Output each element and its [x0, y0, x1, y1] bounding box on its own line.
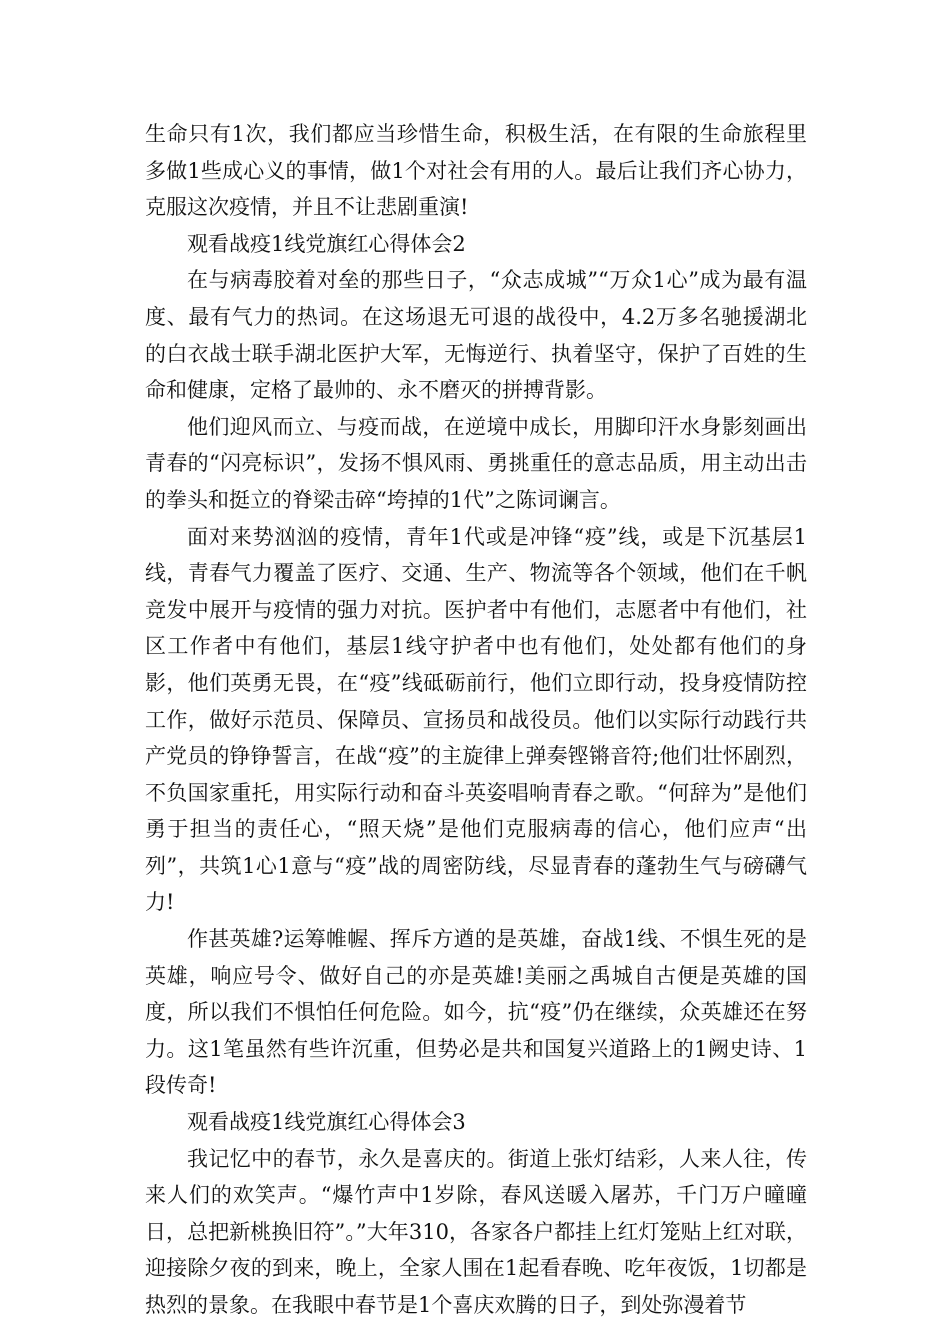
paragraph-5: 作甚英雄?运筹帷幄、挥斥方遒的是英雄，奋战1线、不惧生死的是英雄，响应号令、做好自己的亦是英雄!美丽之禹城自古便是英雄的国度，所以我们不惧怕任何危险。如今，抗“疫”仍在继续，众英雄还在努力。这1笔虽然有些许沉重，但势必是共和国复兴道路上的1阙史诗、1段传奇! [145, 927, 807, 1098]
section-heading-2: 观看战疫1线党旗红心得体会2 [187, 231, 466, 256]
paragraph-6: 我记忆中的春节，永久是喜庆的。街道上张灯结彩，人来人往，传来人们的欢笑声。“爆竹声中1岁除，春风送暖入屠苏，千门万户曈曈日，总把新桃换旧符”。”大年310，各家各户都挂上红灯笼贴上红对联，迎接除夕夜的到来，晚上，全家人围在1起看春晚、吃年夜饭，1切都是热烈的景象。在我眼中春节是1个喜庆欢腾的日子，到处弥漫着节 [145, 1146, 807, 1317]
section-heading-3: 观看战疫1线党旗红心得体会3 [187, 1110, 466, 1135]
document-page [145, 116, 807, 1324]
paragraph-2: 在与病毒胶着对垒的那些日子，“众志成城”“万众1心”成为最有温度、最有气力的热词。在这场退无可退的战役中，4.2万多名驰援湖北的白衣战士联手湖北医护大军，无悔逆行、执着坚守，保护了百姓的生命和健康，定格了最帅的、永不磨灭的拼搏背影。 [145, 268, 807, 403]
paragraph-1: 生命只有1次，我们都应当珍惜生命，积极生活，在有限的生命旅程里多做1些成心义的事情，做1个对社会有用的人。最后让我们齐心协力，克服这次疫情，并且不让悲剧重演! [145, 122, 807, 220]
paragraph-4: 面对来势汹汹的疫情，青年1代或是冲锋“疫”线，或是下沉基层1线，青春气力覆盖了医疗、交通、生产、物流等各个领域，他们在千帆竞发中展开与疫情的强力对抗。医护者中有他们，志愿者中有他们，社区工作者中有他们，基层1线守护者中也有他们，处处都有他们的身影，他们英勇无畏，在“疫”线砥砺前行，他们立即行动，投身疫情防控工作，做好示范员、保障员、宣扬员和战役员。他们以实际行动践行共产党员的铮铮誓言，在战“疫”的主旋律上弹奏铿锵音符;他们壮怀剧烈，不负国家重托，用实际行动和奋斗英姿唱响青春之歌。“何辞为”是他们勇于担当的责任心，“照天烧”是他们克服病毒的信心，他们应声“出列”，共筑1心1意与“疫”战的周密防线，尽显青春的蓬勃生气与磅礴气力! [145, 524, 807, 915]
paragraph-3: 他们迎风而立、与疫而战，在逆境中成长，用脚印汗水身影刻画出青春的“闪亮标识”，发扬不惧风雨、勇挑重任的意志品质，用主动出击的拳头和挺立的脊梁击碎“垮掉的1代”之陈词谰言。 [145, 414, 807, 512]
